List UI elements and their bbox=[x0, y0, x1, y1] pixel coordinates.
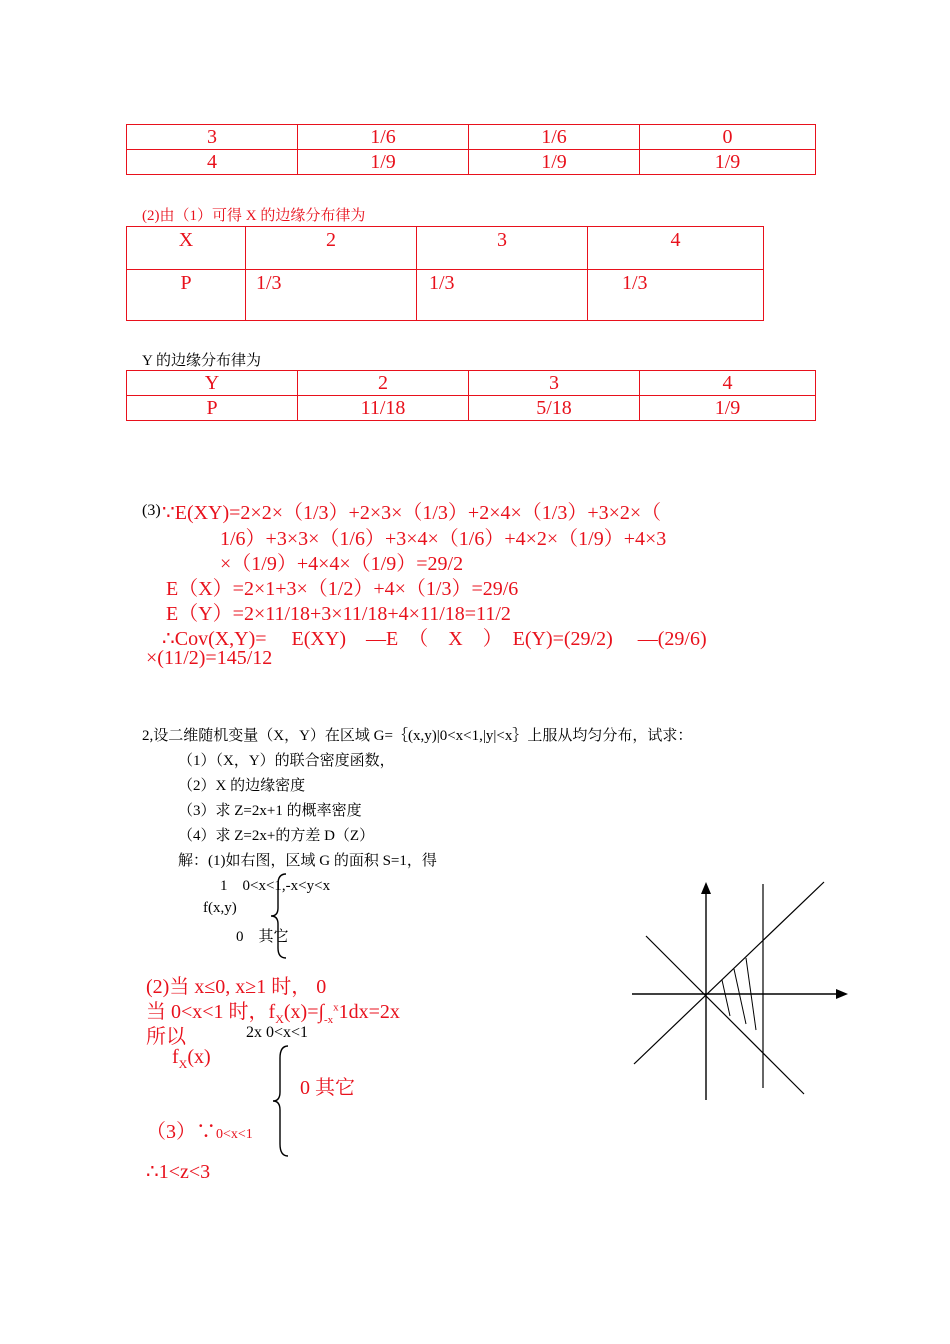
table-cell: 4 bbox=[588, 227, 764, 270]
fx-case-2: 0 其它 bbox=[300, 1077, 355, 1099]
marginal-y-table bbox=[126, 370, 816, 421]
question-4: （4）求 Z=2x+的方差 D（Z） bbox=[178, 828, 375, 844]
part2-line2-text: 当 0<x<1 时，f bbox=[146, 1001, 276, 1023]
table-cell: 3 bbox=[469, 371, 640, 396]
part2-line1: (2)当 x≤0, x≥1 时， 0 bbox=[146, 976, 327, 998]
table-cell: 1/9 bbox=[469, 150, 640, 175]
density-case-1: 1 0<x<1,-x<y<x bbox=[220, 878, 331, 894]
subscript: X bbox=[275, 1012, 284, 1026]
table-cell: 1/6 bbox=[298, 125, 469, 150]
covariance-result: ×(11/2)=145/12 bbox=[146, 647, 273, 669]
part3-answer-label: （3）∵ bbox=[146, 1121, 216, 1143]
part3-line1: ∵E(XY)=2×2×（1/3）+2×3×（1/3）+2×4×（1/3）+3×2×（ bbox=[162, 502, 662, 524]
table-row bbox=[127, 396, 816, 421]
table-cell: 1/9 bbox=[640, 150, 816, 175]
integral-text: (x)=∫ bbox=[283, 1001, 324, 1023]
part3-line3: ×（1/9）+4×4×（1/9）=29/2 bbox=[220, 553, 464, 575]
table-row bbox=[127, 270, 764, 321]
table-cell: 1/3 bbox=[246, 270, 417, 321]
table-cell: 11/18 bbox=[298, 396, 469, 421]
expectation-x: E（X）=2×1+3×（1/2）+4×（1/3）=29/6 bbox=[166, 578, 519, 600]
subscript: X bbox=[178, 1057, 188, 1071]
table-cell: 4 bbox=[640, 371, 816, 396]
joint-distribution-table bbox=[126, 124, 816, 175]
hatch-line bbox=[734, 969, 746, 1024]
hatch-line bbox=[722, 980, 730, 1016]
covariance-line: ∴Cov(X,Y)= E(XY) —E （ X ） E(Y)=(29/2) —(29/6) bbox=[162, 628, 707, 650]
fx-f: f bbox=[172, 1046, 179, 1068]
expectation-y: E（Y）=2×11/18+3×11/18+4×11/18=11/2 bbox=[166, 603, 511, 625]
table-cell: P bbox=[127, 396, 298, 421]
lower-limit: -x bbox=[323, 1014, 334, 1026]
brace-icon bbox=[270, 1044, 292, 1158]
question-3: （3）求 Z=2x+1 的概率密度 bbox=[178, 803, 362, 819]
table-cell: 1/3 bbox=[417, 270, 588, 321]
table-cell: 1/9 bbox=[298, 150, 469, 175]
question-1: （1）（X，Y）的联合密度函数， bbox=[178, 753, 395, 769]
table-cell: X bbox=[127, 227, 246, 270]
table-cell: 2 bbox=[298, 371, 469, 396]
region-diagram bbox=[626, 876, 856, 1102]
table-cell: 1/6 bbox=[469, 125, 640, 150]
part3-line2: 1/6）+3×3×（1/6）+3×4×（1/6）+4×2×（1/9）+4×3 bbox=[220, 528, 667, 550]
table-cell: Y bbox=[127, 371, 298, 396]
marginal-x-table bbox=[126, 226, 764, 321]
solution-intro: 解：(1)如右图，区域 G 的面积 S=1，得 bbox=[178, 853, 437, 869]
therefore-line: ∴1<z<3 bbox=[146, 1161, 211, 1183]
marginal-x-caption: (2)由（1）可得 X 的边缘分布律为 bbox=[142, 208, 366, 224]
upper-limit: x bbox=[333, 1001, 339, 1014]
table-cell: 0 bbox=[640, 125, 816, 150]
table-cell: 2 bbox=[246, 227, 417, 270]
arrow-right-icon bbox=[836, 989, 848, 999]
line-y-equals-x bbox=[646, 936, 804, 1094]
table-row bbox=[127, 371, 816, 396]
part3-prefix: (3) bbox=[142, 502, 161, 519]
brace-icon bbox=[268, 872, 290, 960]
line-y-equals-neg-x bbox=[634, 882, 824, 1064]
fx-case-1: 2x 0<x<1 bbox=[246, 1024, 309, 1041]
part3-answer-range: 0<x<1 bbox=[216, 1127, 253, 1142]
table-row bbox=[127, 150, 816, 175]
table-cell: 3 bbox=[417, 227, 588, 270]
table-cell: 4 bbox=[127, 150, 298, 175]
table-cell: 1/3 bbox=[588, 270, 764, 321]
density-case-2: 0 其它 bbox=[236, 929, 289, 945]
fx-label bbox=[172, 1046, 211, 1072]
table-cell: 3 bbox=[127, 125, 298, 150]
table-cell: P bbox=[127, 270, 246, 321]
integral-result: 1dx=2x bbox=[338, 1001, 400, 1023]
arrow-up-icon bbox=[701, 882, 711, 894]
question-2: （2）X 的边缘密度 bbox=[178, 778, 306, 794]
problem2-statement: 2,设二维随机变量（X，Y）在区域 G=｛(x,y)|0<x<1,|y|<x｝上服从均匀分布，试求： bbox=[142, 728, 693, 744]
table-row bbox=[127, 227, 764, 270]
part3-answer bbox=[146, 1115, 253, 1144]
fx-arg: (x) bbox=[187, 1046, 211, 1068]
marginal-y-caption: Y 的边缘分布律为 bbox=[142, 353, 262, 369]
table-row bbox=[127, 125, 816, 150]
density-label: f(x,y) bbox=[203, 900, 237, 916]
table-cell: 5/18 bbox=[469, 396, 640, 421]
part2-so: 所以 bbox=[146, 1026, 186, 1048]
table-cell: 1/9 bbox=[640, 396, 816, 421]
